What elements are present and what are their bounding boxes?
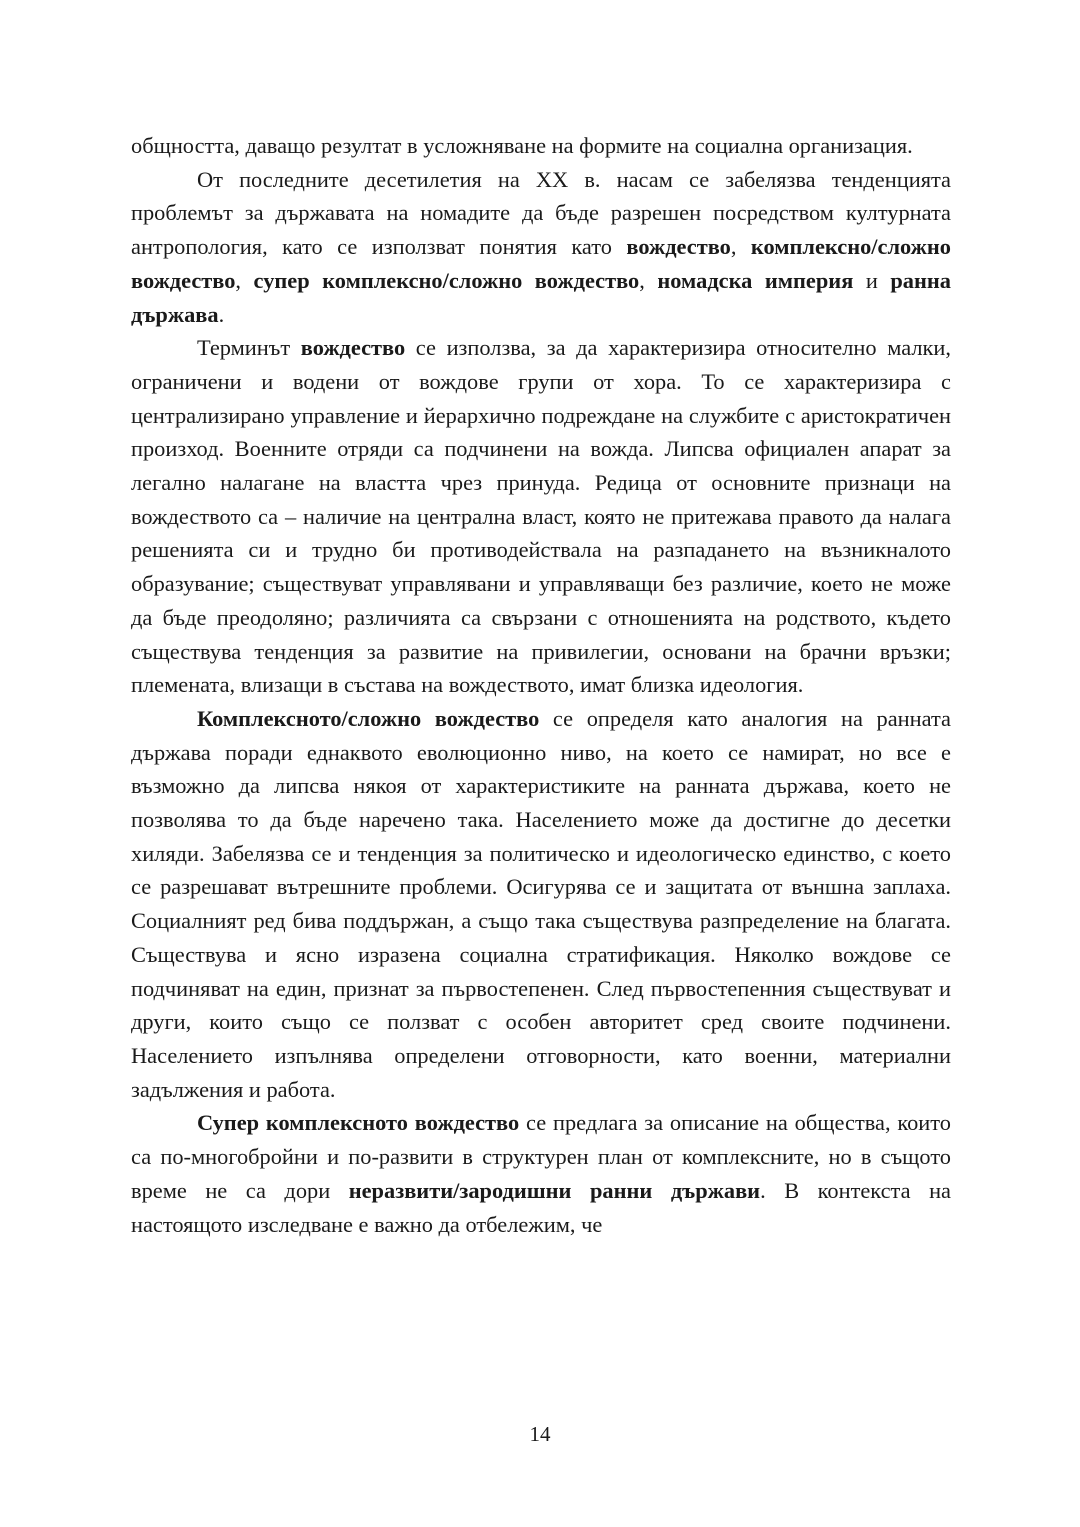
paragraph [131, 331, 951, 702]
paragraph [131, 163, 951, 332]
bold-term: Комплексното/сложно вождество [197, 705, 540, 731]
text-run: се предлага за описание на общества, които са по-многобройни и по-развити в структурен план от комплексните, но в същото време не са дори [131, 1110, 951, 1203]
paragraph [131, 1106, 951, 1241]
text-run: общността, даващо резултат в усложняване на формите на социална организация. [131, 133, 913, 158]
bold-term: ранна държава [131, 267, 952, 327]
paragraph [131, 702, 951, 1106]
page-number: 14 [529, 1422, 551, 1446]
bold-term: комплексно/сложно вождество [131, 234, 951, 293]
text-run: и [853, 267, 891, 293]
paragraph [131, 129, 951, 163]
text-run: От последните десетилетия на ХХ в. насам се забелязва тенденцията проблемът за държавата на номадите да бъде разрешен посредством културната антропология, като се използват понятия като [131, 166, 951, 260]
bold-term: вождество [626, 234, 731, 260]
document-body [131, 129, 951, 1241]
bold-term: номадска империя [657, 267, 854, 293]
text-run: , [235, 267, 254, 293]
bold-term: неразвити/зародишни ранни държави [348, 1177, 761, 1203]
text-run: , [730, 234, 751, 260]
text-run: се определя като аналогия на ранната държава поради еднаквото еволюционно ниво, на което се намират, но все е възможно да липсва някоя от характеристиките на ранната държава, което не позволява то да бъде наречено така. Населението може да достигне до десетки хиляди. Забелязва се и тенденция за политическо и идеологическо единство, с което се разрешават вътрешните проблеми. Осигурява се и защитата от външна заплаха. Социалният ред бива поддържан, а също така съществува разпределение на благата. Съществува и ясно изразена социална стратификация. Няколко вождове се подчиняват на един, признат за първостепенен. След първостепенния съществуват и други, които също се ползват с особен авторитет сред своите подчинени. Населението изпълнява определени отговорности, като военни, материални задължения и работа. [131, 705, 951, 1102]
text-run: . В контекста на настоящото изследване е важно да отбележим, че [131, 1177, 951, 1237]
bold-term: вождество [300, 335, 406, 361]
text-run: Терминът [197, 335, 301, 361]
text-run: се използва, за да характеризира относително малки, ограничени и водени от вождове групи от хора. То се характеризира с централизирано управление и йерархично подреждане на службите с аристократичен произход. Военните отряди са подчинени на вожда. Липсва официален апарат за легално налагане на властта чрез принуда. Редица от основните признаци на вождеството са – наличие на централна власт, която не притежава правото да налага решенията си и трудно би противодействала на разпадането на възникналото образувание; съществуват управлявани и управляващи без различие, което не може да бъде преодоляно; различията са свързани с отношенията на родството, където съществува тенденция за развитие на привилегии, основани на брачни връзки; племената, влизащи в състава на вождеството, имат близка идеология. [131, 335, 951, 698]
text-run: . [218, 301, 225, 327]
bold-term: Супер комплексното вождество [197, 1110, 520, 1136]
text-run: , [639, 267, 658, 293]
bold-term: супер комплексно/сложно вождество [253, 267, 640, 293]
